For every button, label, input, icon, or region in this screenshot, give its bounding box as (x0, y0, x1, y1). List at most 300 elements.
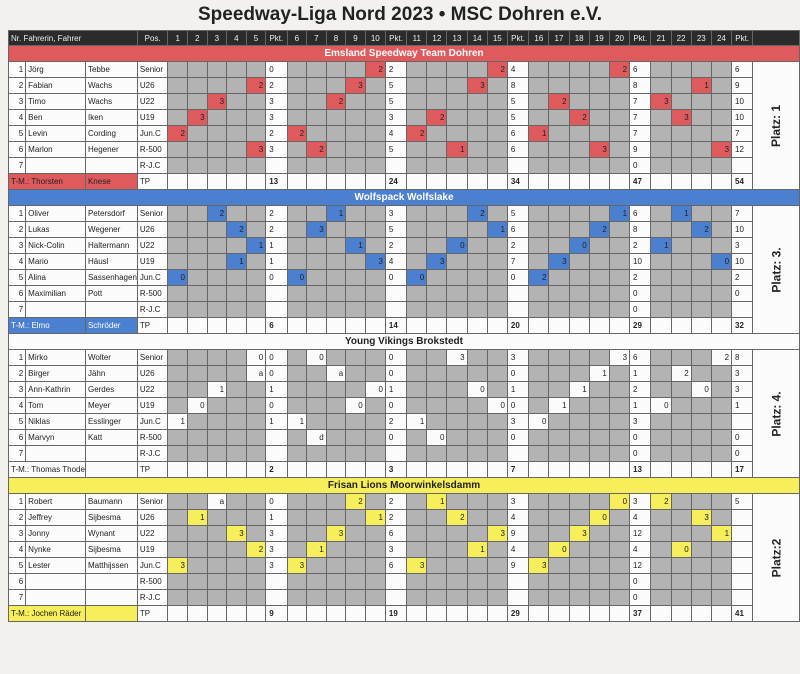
points-cell: 5 (385, 94, 406, 110)
team-points: 29 (630, 318, 651, 334)
rider-position: U22 (137, 94, 168, 110)
points-cell (266, 574, 287, 590)
heat-cell (467, 62, 487, 78)
heat-cell (467, 222, 487, 238)
heat-cell (549, 142, 569, 158)
heat-cell: 1 (467, 542, 487, 558)
heat-cell (207, 286, 227, 302)
heat-cell (427, 350, 447, 366)
rider-position: R-500 (137, 142, 168, 158)
header-heat-1: 1 (168, 31, 188, 46)
points-cell: 9 (732, 78, 753, 94)
heat-cell (651, 158, 671, 174)
team-name: Emsland Speedway Team Dohren (9, 46, 800, 62)
heat-cell (346, 110, 366, 126)
rider-position: R-500 (137, 430, 168, 446)
rider-row (9, 142, 800, 158)
heat-cell (651, 526, 671, 542)
blank-cell (549, 318, 569, 334)
rider-row (9, 270, 800, 286)
points-cell (507, 286, 528, 302)
rider-number: 3 (9, 94, 26, 110)
heat-cell (246, 430, 266, 446)
blank-cell (609, 462, 629, 478)
rider-last-name: Meyer (85, 398, 137, 414)
header-heat-7: 7 (307, 31, 327, 46)
heat-cell (188, 142, 208, 158)
heat-cell: 0 (691, 382, 711, 398)
heat-cell (326, 558, 346, 574)
rider-last-name: Esslinger (85, 414, 137, 430)
heat-cell (651, 590, 671, 606)
points-cell: 1 (266, 414, 287, 430)
heat-cell (711, 430, 731, 446)
rider-last-name (85, 158, 137, 174)
blank-cell (691, 318, 711, 334)
heat-cell (346, 302, 366, 318)
rider-number: 3 (9, 382, 26, 398)
header-heat-4: 4 (227, 31, 247, 46)
heat-cell (168, 366, 188, 382)
heat-cell (168, 510, 188, 526)
rider-number: 7 (9, 590, 26, 606)
rider-row (9, 590, 800, 606)
heat-cell (447, 78, 467, 94)
points-cell: 0 (507, 398, 528, 414)
heat-cell (287, 398, 307, 414)
heat-cell: 3 (168, 558, 188, 574)
blank-cell (711, 462, 731, 478)
heat-cell (246, 302, 266, 318)
heat-cell (227, 446, 247, 462)
points-cell (507, 302, 528, 318)
heat-cell (569, 222, 589, 238)
heat-cell (246, 446, 266, 462)
blank-cell (188, 606, 208, 622)
points-cell (266, 302, 287, 318)
heat-cell: 3 (326, 526, 346, 542)
heat-cell: 3 (427, 254, 447, 270)
points-cell (732, 542, 753, 558)
heat-cell (326, 446, 346, 462)
heat-cell (407, 574, 427, 590)
heat-cell (326, 254, 346, 270)
heat-cell (447, 398, 467, 414)
points-cell: 3 (732, 382, 753, 398)
heat-cell (467, 558, 487, 574)
heat-cell (168, 94, 188, 110)
blank-cell (671, 606, 691, 622)
heat-cell: 1 (487, 222, 507, 238)
points-cell: 3 (630, 494, 651, 510)
heat-cell (407, 222, 427, 238)
points-cell (732, 558, 753, 574)
heat-cell (549, 558, 569, 574)
points-cell: 2 (266, 206, 287, 222)
heat-cell (246, 270, 266, 286)
heat-cell (651, 270, 671, 286)
heat-cell: 0 (307, 350, 327, 366)
heat-cell: 3 (407, 558, 427, 574)
rider-number: 3 (9, 238, 26, 254)
heat-cell (407, 398, 427, 414)
heat-cell (287, 542, 307, 558)
heat-cell (188, 254, 208, 270)
header-heat-9: 9 (346, 31, 366, 46)
heat-cell (671, 78, 691, 94)
team-banner (9, 334, 800, 350)
points-cell: 0 (385, 398, 406, 414)
heat-cell (549, 222, 569, 238)
blank-cell (365, 174, 385, 190)
points-cell: 9 (507, 558, 528, 574)
heat-cell (711, 206, 731, 222)
rider-number: 4 (9, 254, 26, 270)
heat-cell (188, 494, 208, 510)
heat-cell (287, 286, 307, 302)
heat-cell (609, 414, 629, 430)
header-heat-10: 10 (365, 31, 385, 46)
heat-cell (307, 238, 327, 254)
points-cell: 3 (385, 542, 406, 558)
heat-cell (227, 430, 247, 446)
heat-cell (529, 158, 549, 174)
heat-cell (307, 574, 327, 590)
blank-cell (407, 174, 427, 190)
heat-cell (365, 574, 385, 590)
rider-number: 2 (9, 222, 26, 238)
heat-cell (307, 110, 327, 126)
points-cell: 3 (630, 414, 651, 430)
heat-cell (487, 94, 507, 110)
heat-cell (287, 446, 307, 462)
heat-cell (691, 206, 711, 222)
points-cell: 3 (266, 526, 287, 542)
blank-cell (671, 462, 691, 478)
heat-cell: 0 (365, 382, 385, 398)
team-name: Young Vikings Brokstedt (9, 334, 800, 350)
heat-cell (227, 382, 247, 398)
team-points: 37 (630, 606, 651, 622)
heat-cell: 2 (207, 206, 227, 222)
points-cell: 2 (385, 238, 406, 254)
heat-cell (549, 430, 569, 446)
points-cell (266, 158, 287, 174)
heat-cell (711, 590, 731, 606)
blank-cell (168, 606, 188, 622)
heat-cell (207, 302, 227, 318)
blank-cell (307, 462, 327, 478)
rider-last-name (85, 446, 137, 462)
heat-cell: 2 (589, 222, 609, 238)
rider-row (9, 110, 800, 126)
rider-number: 3 (9, 526, 26, 542)
heat-cell (487, 494, 507, 510)
heat-cell: 1 (427, 494, 447, 510)
heat-cell (207, 126, 227, 142)
blank-cell (569, 318, 589, 334)
points-cell: 0 (266, 350, 287, 366)
rider-row (9, 526, 800, 542)
blank-cell (287, 318, 307, 334)
blank-cell (589, 462, 609, 478)
rider-row (9, 350, 800, 366)
blank-cell (487, 174, 507, 190)
points-cell: 3 (507, 350, 528, 366)
rider-last-name: Haltermann (85, 238, 137, 254)
points-cell: 0 (630, 574, 651, 590)
rider-row (9, 206, 800, 222)
heat-cell (246, 126, 266, 142)
points-cell: 1 (507, 382, 528, 398)
blank-cell (589, 318, 609, 334)
heat-cell (407, 382, 427, 398)
heat-cell (427, 382, 447, 398)
heat-cell: 2 (487, 62, 507, 78)
heat-cell (427, 206, 447, 222)
heat-cell (227, 542, 247, 558)
heat-cell (487, 430, 507, 446)
heat-cell: 1 (589, 366, 609, 382)
heat-cell (346, 142, 366, 158)
heat-cell (287, 526, 307, 542)
heat-cell: 0 (287, 270, 307, 286)
heat-cell (227, 238, 247, 254)
heat-cell: 2 (307, 142, 327, 158)
heat-cell (287, 302, 307, 318)
heat-cell (447, 574, 467, 590)
heat-cell (487, 302, 507, 318)
heat-cell (569, 558, 589, 574)
heat-cell (589, 446, 609, 462)
header-heat-22: 22 (671, 31, 691, 46)
heat-cell (168, 494, 188, 510)
heat-cell (287, 350, 307, 366)
heat-cell (569, 350, 589, 366)
blank-cell (549, 462, 569, 478)
heat-cell (326, 510, 346, 526)
heat-cell (227, 158, 247, 174)
blank-cell (407, 606, 427, 622)
heat-cell (651, 414, 671, 430)
heat-cell (307, 126, 327, 142)
heat-cell (346, 206, 366, 222)
points-cell: 3 (507, 494, 528, 510)
heat-cell (529, 574, 549, 590)
heat-cell (287, 510, 307, 526)
heat-cell: 2 (671, 366, 691, 382)
heat-cell (246, 398, 266, 414)
heat-cell (188, 206, 208, 222)
heat-cell: 0 (651, 398, 671, 414)
heat-cell: 0 (609, 494, 629, 510)
blank-cell (711, 174, 731, 190)
blank-cell (168, 462, 188, 478)
heat-cell (467, 574, 487, 590)
heat-cell (529, 398, 549, 414)
rider-row (9, 126, 800, 142)
points-cell: 10 (732, 254, 753, 270)
heat-cell (651, 382, 671, 398)
heat-cell (188, 222, 208, 238)
heat-cell (671, 510, 691, 526)
points-cell: 4 (507, 542, 528, 558)
heat-cell (651, 206, 671, 222)
heat-cell (427, 158, 447, 174)
blank-cell (246, 318, 266, 334)
heat-cell: 1 (326, 206, 346, 222)
heat-cell (711, 302, 731, 318)
points-cell: 3 (385, 206, 406, 222)
heat-cell (287, 206, 307, 222)
heat-cell (227, 270, 247, 286)
rider-number: 2 (9, 366, 26, 382)
heat-cell (691, 270, 711, 286)
points-cell: 8 (732, 350, 753, 366)
heat-cell (589, 110, 609, 126)
heat-cell (207, 142, 227, 158)
heat-cell (467, 350, 487, 366)
heat-cell: 2 (246, 542, 266, 558)
heat-cell (326, 542, 346, 558)
heat-cell (549, 446, 569, 462)
heat-cell: 1 (609, 206, 629, 222)
rider-number: 1 (9, 206, 26, 222)
heat-cell (188, 94, 208, 110)
rider-last-name: Sijbesma (85, 510, 137, 526)
heat-cell (589, 542, 609, 558)
heat-cell (569, 302, 589, 318)
heat-cell (326, 142, 346, 158)
heat-cell (651, 302, 671, 318)
points-cell: 4 (385, 254, 406, 270)
blank-cell (227, 462, 247, 478)
heat-cell (346, 286, 366, 302)
points-cell: 2 (630, 382, 651, 398)
heat-cell (427, 446, 447, 462)
heat-cell (326, 398, 346, 414)
blank-cell (207, 318, 227, 334)
team-points: 2 (266, 462, 287, 478)
heat-cell (609, 558, 629, 574)
heat-cell (569, 206, 589, 222)
heat-cell (307, 206, 327, 222)
heat-cell (609, 302, 629, 318)
points-cell: 3 (732, 238, 753, 254)
heat-cell (326, 574, 346, 590)
heat-cell: 2 (407, 126, 427, 142)
points-cell: 10 (630, 254, 651, 270)
points-cell: 3 (385, 110, 406, 126)
heat-cell (447, 222, 467, 238)
blank-cell (168, 318, 188, 334)
blank-cell (589, 174, 609, 190)
blank-cell (487, 318, 507, 334)
heat-cell (691, 238, 711, 254)
tm-blank: T-M.: Elmo (9, 318, 86, 334)
team-total-row (9, 318, 800, 334)
heat-cell: 0 (188, 398, 208, 414)
points-cell (507, 574, 528, 590)
heat-cell: 2 (427, 110, 447, 126)
heat-cell (287, 574, 307, 590)
rider-position: U26 (137, 510, 168, 526)
header-heat-12: 12 (427, 31, 447, 46)
heat-cell (609, 110, 629, 126)
points-cell: 3 (266, 94, 287, 110)
rider-position: R-J.C (137, 302, 168, 318)
heat-cell (188, 542, 208, 558)
tm-pos: TP (137, 318, 168, 334)
blank-cell (227, 174, 247, 190)
team-banner (9, 478, 800, 494)
heat-cell (188, 382, 208, 398)
blank-cell (447, 318, 467, 334)
heat-cell (589, 302, 609, 318)
heat-cell (227, 590, 247, 606)
points-cell: 1 (732, 398, 753, 414)
heat-cell (529, 286, 549, 302)
heat-cell (365, 158, 385, 174)
heat-cell (307, 590, 327, 606)
points-cell: 0 (732, 430, 753, 446)
header-nr-fahrer: Nr. Fahrerin, Fahrer (9, 31, 138, 46)
rider-position: U19 (137, 254, 168, 270)
heat-cell (549, 302, 569, 318)
blank-cell (467, 462, 487, 478)
heat-cell (467, 526, 487, 542)
heat-cell (307, 526, 327, 542)
heat-cell (246, 94, 266, 110)
heat-cell (207, 222, 227, 238)
heat-cell: 1 (307, 542, 327, 558)
heat-cell: 2 (467, 206, 487, 222)
blank-cell (246, 462, 266, 478)
heat-cell (651, 254, 671, 270)
header-heat-8: 8 (326, 31, 346, 46)
heat-cell (691, 350, 711, 366)
heat-cell (651, 366, 671, 382)
heat-cell (227, 302, 247, 318)
points-cell (266, 430, 287, 446)
team-points: 7 (507, 462, 528, 478)
team-placement (753, 62, 800, 190)
blank-cell (569, 462, 589, 478)
rider-row (9, 510, 800, 526)
tm-pos: TP (137, 462, 168, 478)
heat-cell (227, 126, 247, 142)
heat-cell (569, 414, 589, 430)
heat-cell (549, 574, 569, 590)
heat-cell (207, 350, 227, 366)
heat-cell (487, 446, 507, 462)
heat-cell: 0 (569, 238, 589, 254)
heat-cell (365, 110, 385, 126)
heat-cell (671, 414, 691, 430)
points-cell: 6 (385, 526, 406, 542)
heat-cell (447, 286, 467, 302)
blank-cell (326, 318, 346, 334)
heat-cell (691, 414, 711, 430)
heat-cell (365, 302, 385, 318)
heat-cell (346, 526, 366, 542)
tm-last-name: Schröder (85, 318, 137, 334)
rider-first-name: Oliver (26, 206, 86, 222)
heat-cell (609, 270, 629, 286)
heat-cell (467, 254, 487, 270)
heat-cell (549, 350, 569, 366)
blank-cell (529, 174, 549, 190)
